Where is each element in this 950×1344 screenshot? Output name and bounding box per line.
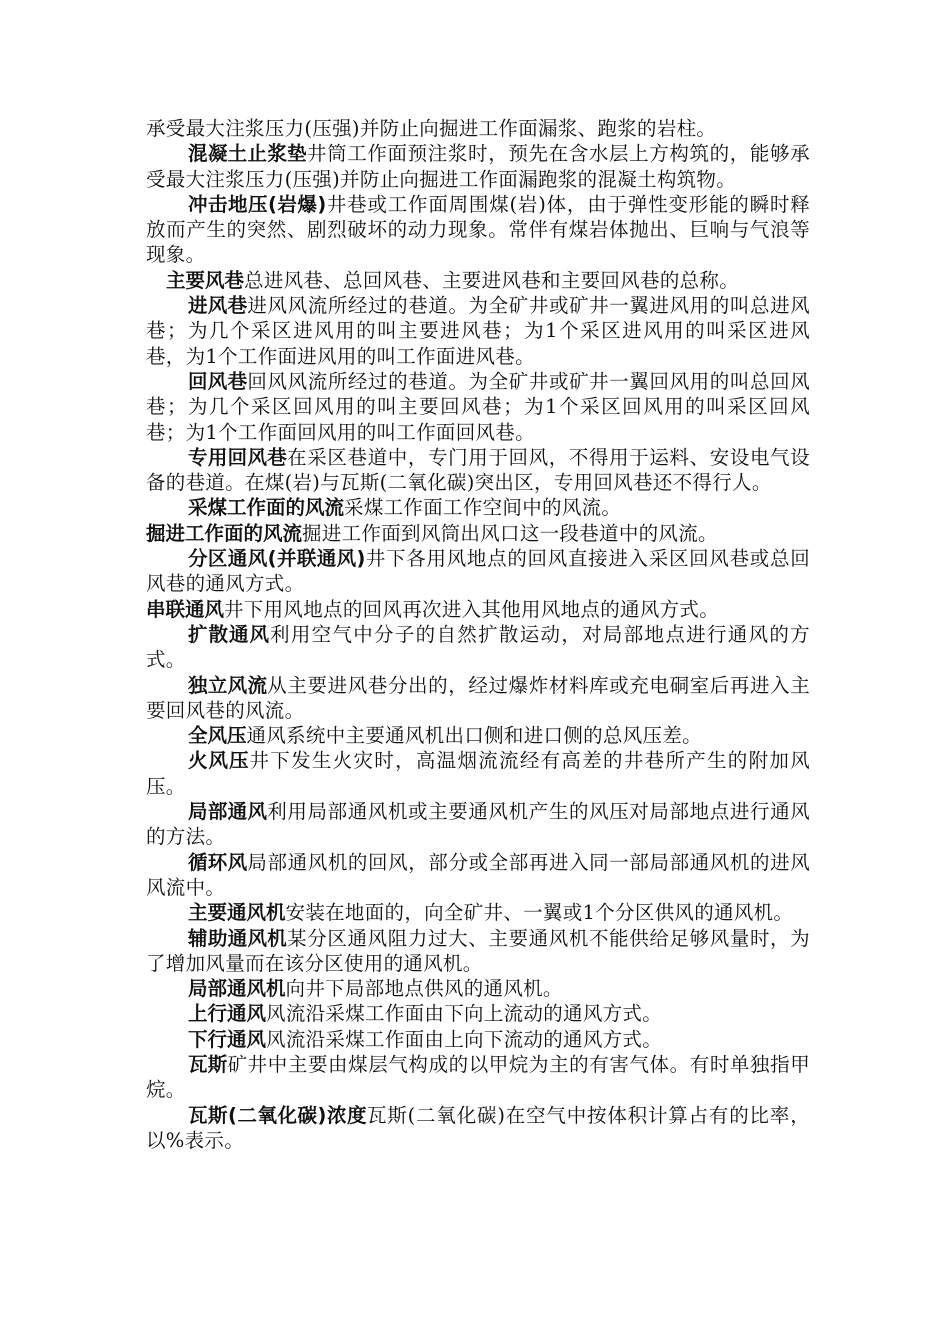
term: 局部通风机 [188,977,286,1001]
definition: 从主要进风巷分出的，经过爆炸材料库或充电硐室后再进入主要回风巷的风流。 [146,673,810,722]
paragraph-15 [146,748,810,799]
definition: 掘进工作面到风筒出风口这一段巷道中的风流。 [302,521,718,545]
paragraph-24 [146,1103,810,1154]
paragraph-9 [146,521,810,546]
term: 扩散通风 [188,622,271,646]
term: 独立风流 [188,673,268,697]
paragraph-4 [146,268,810,293]
definition: 某分区通风阻力过大、主要通风机不能供给足够风量时，为了增加风量而在该分区使用的通风机。 [146,926,810,975]
definition: 井巷或工作面周围煤(岩)体，由于弹性变形能的瞬时释放而产生的突然、剧烈破坏的动力现象。常伴有煤岩体抛出、巨响与气浪等现象。 [146,192,811,267]
definition: 向井下局部地点供风的通风机。 [285,977,563,1001]
term: 瓦斯(二氧化碳)浓度 [188,1103,367,1127]
term: 分区通风(并联通风) [188,547,366,571]
term: 串联通风 [146,597,225,621]
term: 混凝土止浆垫 [188,142,307,166]
paragraph-1 [146,116,810,141]
paragraph-16 [146,799,810,850]
definition: 利用局部通风机或主要通风机产生的风压对局部地点进行通风的方法。 [146,800,810,849]
term: 上行通风 [188,1002,267,1026]
definition: 通风系统中主要通风机出口侧和进口侧的总风压差。 [246,724,702,748]
definition: 风流沿采煤工作面由上向下流动的通风方式。 [266,1027,663,1051]
definition: 井下用风地点的回风再次进入其他用风地点的通风方式。 [224,597,720,621]
paragraph-23 [146,1052,810,1103]
term: 掘进工作面的风流 [146,521,303,545]
paragraph-20 [146,976,810,1001]
definition: 总进风巷、总回风巷、主要进风巷和主要回风巷的总称。 [244,268,740,292]
term: 辅助通风机 [188,926,288,950]
definition: 井筒工作面预注浆时，预先在含水层上方构筑的，能够承受最大注浆压力(压强)并防止向掘进工作面漏跑浆的混凝土构筑物。 [146,142,810,191]
paragraph-5 [146,293,810,369]
term: 专用回风巷 [188,445,288,469]
paragraph-3 [146,192,810,268]
term: 主要通风机 [188,901,286,925]
paragraph-13 [146,673,810,724]
paragraph-14 [146,723,810,748]
definition: 局部通风机的回风，部分或全部再进入同一部局部通风机的进风风流中。 [146,850,810,899]
paragraph-21 [146,1001,810,1026]
paragraph-7 [146,445,810,496]
term: 火风压 [188,749,250,773]
definition: 进风风流所经过的巷道。为全矿井或矿井一翼进风用的叫总进风巷；为几个采区进风用的叫主要进风巷；为1个采区进风用的叫采区进风巷，为1个工作面进风用的叫工作面进风巷。 [146,294,810,368]
term: 冲击地压(岩爆) [188,192,327,216]
definition: 矿井中主要由煤层气构成的以甲烷为主的有害气体。有时单独指甲烷。 [146,1052,810,1102]
paragraph-18 [146,900,810,925]
term: 瓦斯 [188,1052,228,1076]
paragraph-19 [146,926,810,977]
definition: 采煤工作面工作空间中的风流。 [344,496,622,520]
paragraph-17 [146,850,810,901]
definition: 承受最大注浆压力(压强)并防止向掘进工作面漏浆、跑浆的岩柱。 [146,117,717,140]
term: 采煤工作面的风流 [188,496,345,520]
paragraph-11 [146,597,810,622]
document-body [146,116,810,1153]
definition: 井下发生火灾时，高温烟流流经有高差的井巷所产生的附加风压。 [146,749,810,798]
definition: 安装在地面的，向全矿井、一翼或1个分区供风的通风机。 [285,901,794,925]
definition: 瓦斯(二氧化碳)在空气中按体积计算占有的比率，以%表示。 [146,1103,810,1152]
definition: 井下各用风地点的回风直接进入采区回风巷或总回风巷的通风方式。 [146,547,810,596]
paragraph-6 [146,369,810,445]
paragraph-8 [146,495,810,520]
term: 下行通风 [188,1027,267,1051]
term: 主要风巷 [166,268,245,292]
paragraph-12 [146,622,810,673]
term: 回风巷 [188,369,248,393]
term: 进风巷 [188,294,248,318]
term: 循环风 [188,850,248,874]
definition: 风流沿采煤工作面由下向上流动的通风方式。 [266,1002,663,1026]
paragraph-10 [146,546,810,597]
definition: 回风风流所经过的巷道。为全矿井或矿井一翼回风用的叫总回风巷；为几个采区回风用的叫主要回风巷；为1个采区回风用的叫采区回风巷；为1个工作面回风用的叫工作面回风巷。 [146,369,810,444]
paragraph-22 [146,1027,810,1052]
definition: 利用空气中分子的自然扩散运动，对局部地点进行通风的方式。 [146,622,810,672]
term: 局部通风 [188,800,268,824]
definition: 在采区巷道中，专门用于回风，不得用于运料、安设电气设备的巷道。在煤(岩)与瓦斯(二氧化碳)突出区，专用回风巷还不得行人。 [146,445,810,495]
term: 全风压 [188,724,247,748]
paragraph-2 [146,141,810,192]
